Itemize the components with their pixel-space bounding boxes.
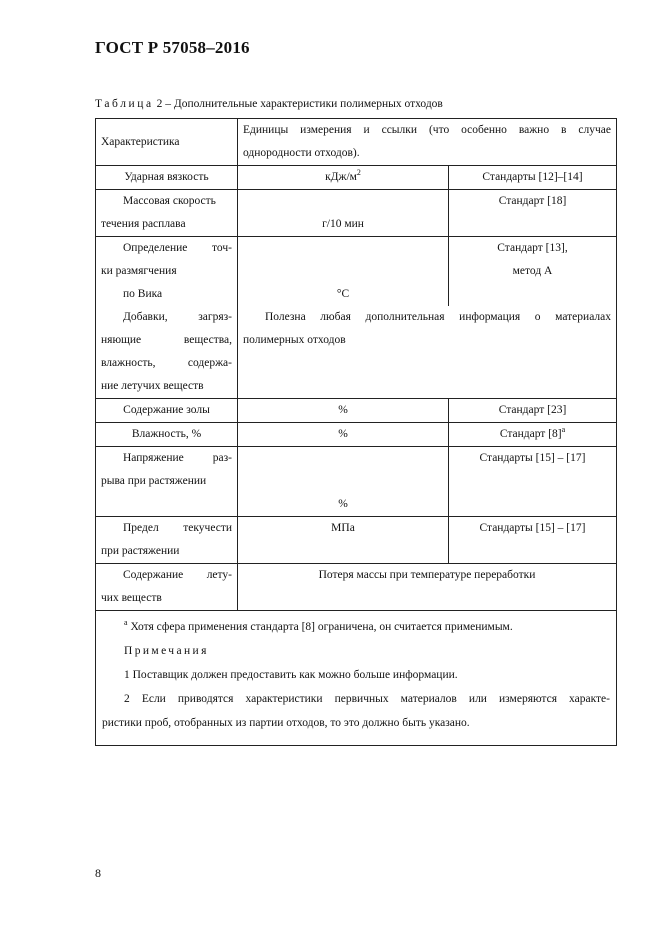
table-row <box>96 447 617 517</box>
reference-line: метод А <box>512 265 553 277</box>
characteristic-line: течения расплава <box>101 218 186 230</box>
characteristic-line: Массовая скорость <box>123 195 216 207</box>
cell-characteristic <box>96 447 238 517</box>
characteristics-table <box>95 118 617 746</box>
footnote-text: Хотя сфера применения стандарта [8] ограничена, он считается применимым. <box>127 621 513 633</box>
notes-title: Примечания <box>124 645 209 657</box>
table-footnote-row <box>96 611 617 746</box>
cell-characteristic <box>96 306 238 399</box>
header-units <box>238 119 617 166</box>
cell-characteristic <box>96 399 238 423</box>
unit-text: % <box>338 498 348 510</box>
characteristic-line: Определение точ- <box>123 242 232 254</box>
reference-text: Стандарты [15] – [17] <box>479 522 586 534</box>
info-line: полимерных отходов <box>243 334 346 346</box>
table-row <box>96 423 617 447</box>
table-row <box>96 190 617 237</box>
cell-unit <box>238 237 449 307</box>
unit-text: % <box>338 404 348 416</box>
reference-superscript: а <box>561 425 566 435</box>
cell-reference <box>449 399 617 423</box>
cell-info <box>238 306 617 399</box>
characteristic-line: по Вика <box>123 288 163 300</box>
characteristic-line: Добавки, загряз- <box>123 311 232 323</box>
table-caption-text: 2 – Дополнительные характеристики полимерных отходов <box>153 98 443 110</box>
header-units-line1: Единицы измерения и ссылки (что особенно важно в случае <box>243 124 611 136</box>
footnote-mark: а <box>124 618 128 628</box>
table-header-row <box>96 119 617 166</box>
unit-text: МПа <box>331 522 355 534</box>
characteristic-line: влажность, содержа- <box>101 357 232 369</box>
reference-text: Стандарт [18] <box>498 195 567 207</box>
cell-reference <box>449 517 617 564</box>
cell-unit <box>238 166 449 190</box>
characteristic-line: ние летучих веществ <box>101 380 204 392</box>
header-units-line2: однородности отходов). <box>243 147 360 159</box>
unit-text: % <box>338 428 348 440</box>
unit-text: кДж/м <box>325 171 357 183</box>
cell-unit <box>238 190 449 237</box>
cell-unit <box>238 517 449 564</box>
note-2-line2: ристики проб, отобранных из партии отходов, то это должно быть указано. <box>102 717 470 729</box>
cell-unit <box>238 447 449 517</box>
unit-text: г/10 мин <box>322 218 364 230</box>
table-row <box>96 166 617 190</box>
cell-unit <box>238 423 449 447</box>
cell-characteristic <box>96 166 238 190</box>
footnote <box>102 615 610 639</box>
cell-unit <box>238 399 449 423</box>
cell-reference <box>449 237 617 307</box>
characteristic-text: Содержание золы <box>123 404 210 416</box>
cell-characteristic <box>96 517 238 564</box>
cell-unit <box>238 564 617 611</box>
page-number: 8 <box>95 866 101 880</box>
header-characteristic <box>96 119 238 166</box>
table-footnotes <box>96 611 617 746</box>
cell-reference <box>449 447 617 517</box>
note-1: 1 Поставщик должен предоставить как можно больше информации. <box>124 669 458 681</box>
table-row <box>96 399 617 423</box>
header-characteristic-text: Характеристика <box>101 135 180 148</box>
cell-characteristic <box>96 237 238 307</box>
table-row <box>96 564 617 611</box>
table-row <box>96 237 617 307</box>
reference-text: Стандарт [23] <box>498 404 567 416</box>
characteristic-line: няющие вещества, <box>101 334 232 346</box>
characteristic-line: при растяжении <box>101 545 180 557</box>
note-2-line1: 2 Если приводятся характеристики первичных материалов или измеряются характе- <box>124 693 610 705</box>
info-line: Полезна любая дополнительная информация о материалах <box>265 311 611 323</box>
document-header: ГОСТ Р 57058–2016 <box>95 38 250 57</box>
cell-reference <box>449 423 617 447</box>
characteristic-line: рыва при растяжении <box>101 475 207 487</box>
unit-text: Потеря массы при температуре переработки <box>318 569 536 581</box>
reference-text: Стандарты [15] – [17] <box>479 452 586 464</box>
cell-characteristic <box>96 190 238 237</box>
cell-characteristic <box>96 564 238 611</box>
characteristic-line: Предел текучести <box>123 522 232 534</box>
characteristic-line: чих веществ <box>101 592 162 604</box>
characteristic-line: Содержание лету- <box>123 569 232 581</box>
table-row <box>96 517 617 564</box>
cell-reference <box>449 190 617 237</box>
reference-text: Стандарт [8] <box>499 428 562 440</box>
characteristic-text: Ударная вязкость <box>124 171 209 183</box>
characteristic-line: Напряжение раз- <box>123 452 232 464</box>
reference-text: Стандарты [12]–[14] <box>482 171 583 183</box>
cell-characteristic <box>96 423 238 447</box>
cell-reference <box>449 166 617 190</box>
table-caption <box>95 98 443 110</box>
reference-line: Стандарт [13], <box>497 242 568 254</box>
unit-superscript: 2 <box>356 168 361 178</box>
characteristic-text: Влажность, % <box>131 428 202 440</box>
characteristic-line: ки размягчения <box>101 265 177 277</box>
table-caption-label: Таблица <box>95 98 154 110</box>
unit-text: °С <box>336 288 350 300</box>
table-row <box>96 306 617 399</box>
